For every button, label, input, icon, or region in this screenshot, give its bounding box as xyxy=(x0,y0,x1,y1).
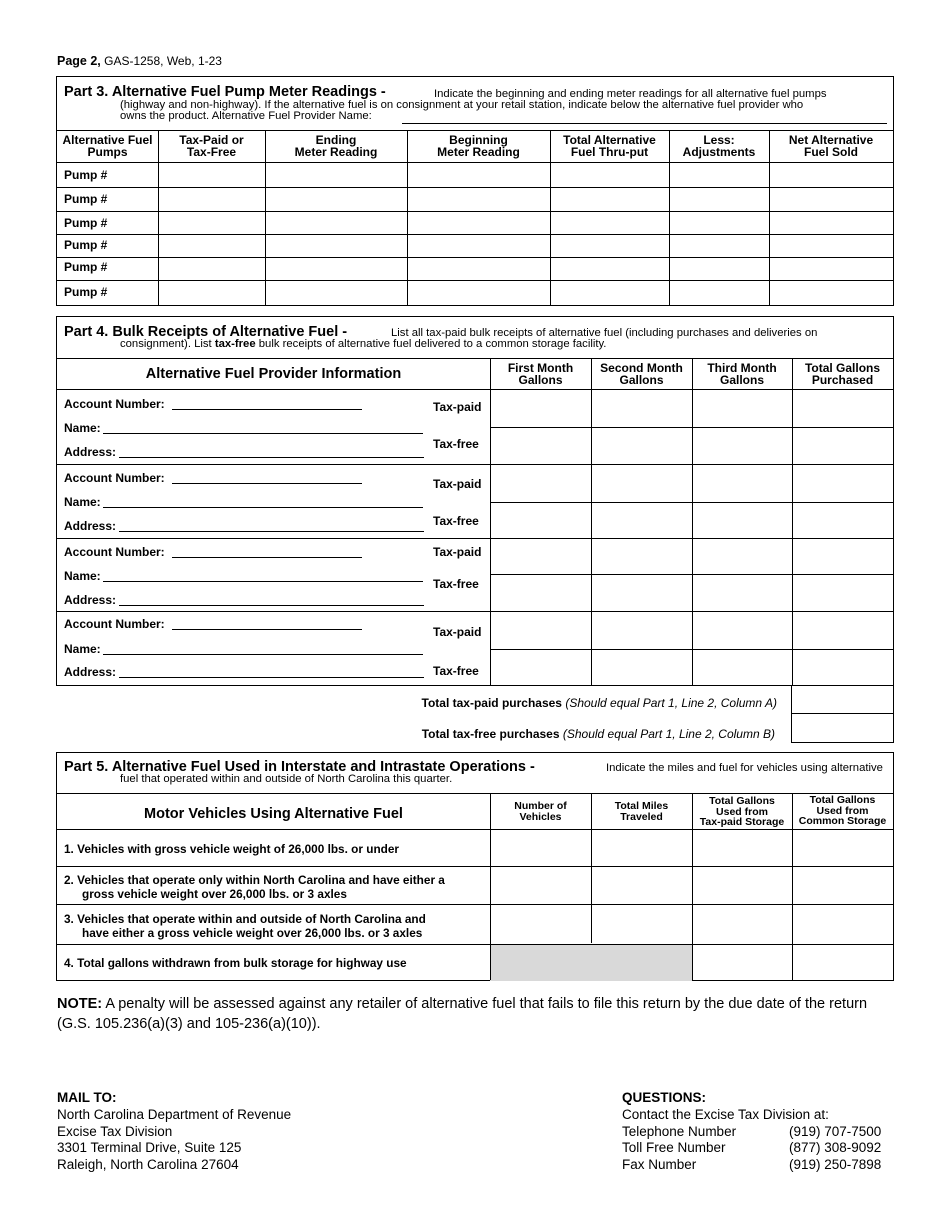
col-third-month: Third Month Gallons xyxy=(707,361,777,387)
col-net-fuel-sold: Net Alternative Fuel Sold xyxy=(788,133,874,159)
tax-paid-label-3: Tax-paid xyxy=(433,545,482,559)
name-label-2: Name: xyxy=(64,495,101,509)
address-field-2[interactable] xyxy=(119,531,424,532)
provider-info-heading: Alternative Fuel Provider Information xyxy=(145,366,402,382)
col-gallons-common-storage: Total Gallons Used from Common Storage xyxy=(798,794,887,827)
account-number-field-1[interactable] xyxy=(172,409,362,410)
part5-desc-2: fuel that operated within and outside of North Carolina this quarter. xyxy=(120,773,453,785)
part5-line-1: 1. Vehicles with gross vehicle weight of 26,000 lbs. or under xyxy=(64,842,400,856)
part3-section xyxy=(56,76,894,306)
part3-desc-2: (highway and non-highway). If the alternative fuel is on consignment at your retail station, indicate below the alternative fuel provider who xyxy=(120,99,804,111)
contact-fax: Fax Number (919) 250-7898 xyxy=(622,1157,882,1173)
account-number-label-3: Account Number: xyxy=(64,545,165,559)
totals-box xyxy=(791,685,894,743)
col-ending-meter: Ending Meter Reading xyxy=(294,133,378,159)
part5-section xyxy=(56,752,894,981)
questions-block: QUESTIONS: Contact the Excise Tax Division at: Telephone Number (919) 707-7500 Toll Free Number (877) 308-9092 Fax Number (919) 250-7898 xyxy=(622,1090,892,1174)
account-number-field-3[interactable] xyxy=(172,557,362,558)
account-number-label-4: Account Number: xyxy=(64,617,165,631)
address-label-4: Address: xyxy=(64,665,117,679)
part4-desc-2: consignment). List tax-free bulk receipts of alternative fuel delivered to a common storage facility. xyxy=(120,338,607,350)
mail-to-block: MAIL TO: North Carolina Department of Revenue Excise Tax Division 3301 Terminal Drive, Suite 125 Raleigh, North Carolina 27604 xyxy=(57,1090,292,1173)
tax-free-label-2: Tax-free xyxy=(433,514,479,528)
pump-row-5: Pump # xyxy=(64,260,108,274)
tax-free-label-3: Tax-free xyxy=(433,577,479,591)
col-adjustments: Less: Adjustments xyxy=(682,133,756,159)
col-first-month: First Month Gallons xyxy=(507,361,574,387)
col-beginning-meter: Beginning Meter Reading xyxy=(437,133,520,159)
pump-row-1: Pump # xyxy=(64,168,108,182)
name-label-4: Name: xyxy=(64,642,101,656)
tax-free-label-4: Tax-free xyxy=(433,664,479,678)
tax-paid-label-4: Tax-paid xyxy=(433,625,482,639)
mail-heading: MAIL TO: xyxy=(57,1090,117,1105)
part3-desc-3: owns the product. Alternative Fuel Provider Name: xyxy=(120,110,372,122)
col-total-purchased: Total Gallons Purchased xyxy=(804,361,881,387)
form-id: GAS-1258, Web, 1-23 xyxy=(104,54,222,68)
address-label-2: Address: xyxy=(64,519,117,533)
col-alt-fuel-pumps: Alternative Fuel Pumps xyxy=(62,133,153,159)
col-total-thru-put: Total Alternative Fuel Thru-put xyxy=(563,133,656,159)
name-field-4[interactable] xyxy=(103,654,423,655)
pump-row-3: Pump # xyxy=(64,216,108,230)
address-label-3: Address: xyxy=(64,593,117,607)
part4-section xyxy=(56,316,894,686)
provider-name-field[interactable] xyxy=(402,123,887,124)
contact-toll-free: Toll Free Number (877) 308-9092 xyxy=(622,1140,882,1156)
part4-desc-1: List all tax-paid bulk receipts of alternative fuel (including purchases and deliveries on xyxy=(391,327,818,339)
part5-line-3: 3. Vehicles that operate within and outside of North Carolina and have either a gross vehicle weight over 26,000 lbs. or 3 axles xyxy=(64,912,426,940)
part5-desc-1: Indicate the miles and fuel for vehicles using alternative xyxy=(606,762,883,774)
address-label-1: Address: xyxy=(64,445,117,459)
page-header xyxy=(57,54,222,68)
account-number-label-1: Account Number: xyxy=(64,397,165,411)
part3-desc-1: Indicate the beginning and ending meter readings for all alternative fuel pumps xyxy=(434,88,827,100)
pump-row-6: Pump # xyxy=(64,285,108,299)
tax-paid-label-1: Tax-paid xyxy=(433,400,482,414)
part5-title: Part 5. Alternative Fuel Used in Interstate and Intrastate Operations - xyxy=(64,759,535,775)
penalty-note: NOTE: A penalty will be assessed against any retailer of alternative fuel that fails to file this return by the due date of the return (G.S. 105.236(a)(3) and 105-236(a)(10)). xyxy=(57,996,868,1032)
page-number: Page 2, xyxy=(57,54,101,68)
tax-paid-label-2: Tax-paid xyxy=(433,477,482,491)
part4-title: Part 4. Bulk Receipts of Alternative Fuel - xyxy=(64,324,348,340)
address-field-1[interactable] xyxy=(119,457,424,458)
name-field-3[interactable] xyxy=(103,581,423,582)
name-field-1[interactable] xyxy=(103,433,423,434)
contact-telephone: Telephone Number (919) 707-7500 xyxy=(622,1123,882,1139)
total-tax-paid-purchases: Total tax-paid purchases (Should equal Part 1, Line 2, Column A) xyxy=(421,696,777,710)
part3-title: Part 3. Alternative Fuel Pump Meter Readings - xyxy=(64,84,386,100)
part5-line-2: 2. Vehicles that operate only within North Carolina and have either a gross vehicle weight over 26,000 lbs. or 3 axles xyxy=(64,873,445,901)
name-label-3: Name: xyxy=(64,569,101,583)
total-tax-free-purchases: Total tax-free purchases (Should equal Part 1, Line 2, Column B) xyxy=(421,727,775,741)
totals-divider xyxy=(791,713,894,714)
col-number-of-vehicles: Number of Vehicles xyxy=(514,800,567,823)
pump-row-2: Pump # xyxy=(64,192,108,206)
shaded-cell xyxy=(490,945,692,981)
col-gallons-tax-paid-storage: Total Gallons Used from Tax-paid Storage xyxy=(699,795,785,828)
part5-line-4: 4. Total gallons withdrawn from bulk storage for highway use xyxy=(64,956,407,970)
address-field-3[interactable] xyxy=(119,605,424,606)
account-number-label-2: Account Number: xyxy=(64,471,165,485)
col-second-month: Second Month Gallons xyxy=(600,361,683,387)
col-total-miles: Total Miles Traveled xyxy=(614,800,669,823)
motor-vehicles-heading: Motor Vehicles Using Alternative Fuel xyxy=(144,806,403,822)
name-label-1: Name: xyxy=(64,421,101,435)
col-tax-paid-or-free: Tax-Paid or Tax-Free xyxy=(179,133,244,159)
pump-row-4: Pump # xyxy=(64,238,108,252)
account-number-field-4[interactable] xyxy=(172,629,362,630)
account-number-field-2[interactable] xyxy=(172,483,362,484)
name-field-2[interactable] xyxy=(103,507,423,508)
questions-heading: QUESTIONS: xyxy=(622,1090,707,1105)
tax-free-label-1: Tax-free xyxy=(433,437,479,451)
address-field-4[interactable] xyxy=(119,677,424,678)
